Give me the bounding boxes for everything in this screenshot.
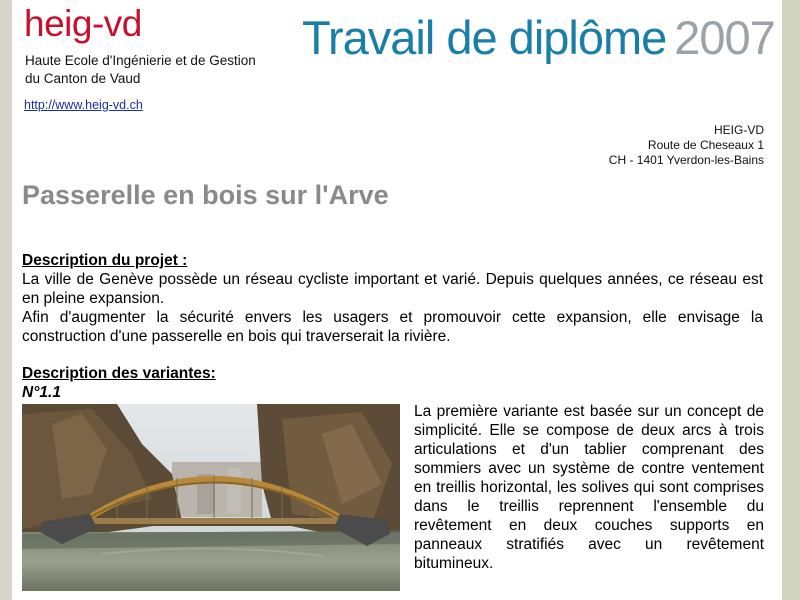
- bridge-render-photo: [22, 404, 400, 591]
- address-line2: Route de Cheseaux 1: [647, 138, 764, 152]
- variants-heading: Description des variantes:: [22, 365, 216, 382]
- variant-number: N°1.1: [22, 384, 61, 401]
- document-page: [12, 0, 782, 600]
- address-line3: CH - 1401 Yverdon-les-Bains: [608, 153, 764, 167]
- project-title: Passerelle en bois sur l'Arve: [22, 180, 389, 210]
- description-paragraph-2: Afin d'augmenter la sécurité envers les usagers et promouvoir cette expansion, elle envisage la construction d'une passerelle en bois qui traverserait la rivière.: [22, 309, 763, 345]
- school-name-line1: Haute Ecole d'Ingénierie et de Gestion: [25, 53, 256, 68]
- school-address: [609, 123, 764, 168]
- variant-description: La première variante est basée sur un concept de simplicité. Elle se compose de deux arcs à trois articulations et d'un tablier comprenant des sommiers avec un système de contre ventement en treillis horizontal, les solives qui sont comprises dans le treillis reprennent l'ensemble du revêtement en deux couches supports en panneaux stratifiés avec un revêtement bitumineux.: [414, 403, 764, 572]
- banner-title: [302, 10, 775, 66]
- page-border: [782, 0, 800, 600]
- banner-title-text: Travail de diplôme: [302, 11, 667, 64]
- school-name-line2: du Canton de Vaud: [25, 71, 141, 86]
- project-description: [22, 270, 763, 346]
- address-line1: HEIG-VD: [713, 123, 764, 137]
- banner-year: 2007: [674, 11, 775, 64]
- description-heading: Description du projet :: [22, 252, 188, 269]
- heig-vd-logo: heig-vd: [24, 3, 142, 44]
- school-name: [25, 52, 256, 88]
- school-website-link[interactable]: http://www.heig-vd.ch: [24, 98, 143, 112]
- description-paragraph-1: La ville de Genève possède un réseau cycliste important et varié. Depuis quelques années, ce réseau est en pleine expansion.: [22, 271, 763, 307]
